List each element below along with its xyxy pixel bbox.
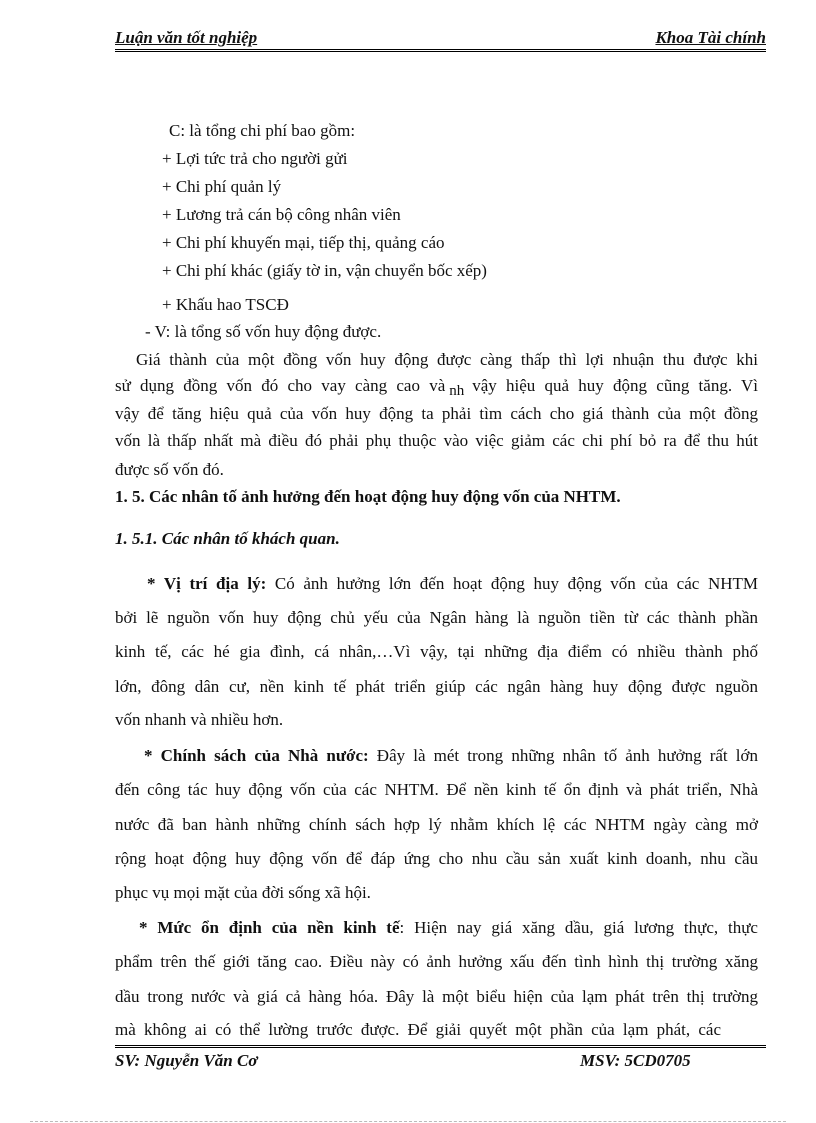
para1-line: vậy để tăng hiệu quả của vốn huy động ta phải tìm cách cho giá thành của một đồng [115, 404, 758, 423]
page-bottom-divider [30, 1121, 786, 1122]
page-footer [115, 1045, 766, 1075]
policy-line: * Chính sách của Nhà nước: Đây là mét trong những nhân tố ảnh hưởng rất lớn [144, 746, 758, 765]
location-line: bởi lẽ nguồn vốn huy động chủ yếu của Ngân hàng là nguồn tiền từ các thành phần [115, 608, 758, 627]
policy-line: rộng hoạt động huy động vốn để đáp ứng cho nhu cầu sản xuất kinh doanh, nhu cầu [115, 849, 758, 868]
location-line: kinh tế, các hé gia đình, cá nhân,…Vì vậy, tại những địa điểm có nhiều thành phố [115, 642, 758, 661]
footer-rule [115, 1045, 766, 1048]
cost-item: + Chi phí khuyến mại, tiếp thị, quảng cáo [162, 233, 445, 252]
para1-line: sử dụng đồng vốn đó cho vay càng cao và nh vậy hiệu quả huy động cũng tăng. Vì [115, 376, 758, 399]
policy-line: phục vụ mọi mặt của đời sống xã hội. [115, 883, 371, 902]
policy-line: nước đã ban hành những chính sách hợp lý nhằm khích lệ các NHTM ngày càng mở [115, 815, 758, 834]
para1-line: được số vốn đó. [115, 460, 224, 479]
stability-label: * Mức ổn định của nền kinh tế [139, 918, 400, 937]
policy-line: đến công tác huy động vốn của các NHTM. Để nền kinh tế ổn định và phát triển, Nhà [115, 780, 758, 799]
para1-line: vốn là thấp nhất mà điều đó phải phụ thuộc vào việc giảm các chi phí bỏ ra để thu hút [115, 431, 758, 450]
section-heading: 1. 5. Các nhân tố ảnh hưởng đến hoạt động huy động vốn của NHTM. [115, 487, 621, 506]
location-line: * Vị trí địa lý: Có ảnh hưởng lớn đến hoạt động huy động vốn của các NHTM [147, 574, 759, 593]
cost-item: + Lợi tức trả cho người gửi [162, 149, 348, 168]
cost-intro: C: là tổng chi phí bao gồm: [169, 121, 356, 140]
location-line: vốn nhanh và nhiều hơn. [115, 710, 284, 729]
stability-line: * Mức ổn định của nền kinh tế: Hiện nay giá xăng dầu, giá lương thực, thực [139, 918, 758, 937]
cost-item: + Khấu hao TSCĐ [162, 295, 289, 314]
location-label: * Vị trí địa lý: [147, 574, 267, 593]
stability-line: dầu trong nước và giá cả hàng hóa. Đây là một biểu hiện của lạm phát trên thị trường [115, 987, 758, 1006]
para1-line: Giá thành của một đồng vốn huy động được càng thấp thì lợi nhuận thu được khi [136, 350, 758, 369]
header-thesis-title: Luận văn tốt nghiệp [115, 28, 258, 47]
cost-item: + Chi phí khác (giấy tờ in, vận chuyển bốc xếp) [162, 261, 487, 280]
subsection-heading: 1. 5.1. Các nhân tố khách quan. [115, 529, 340, 548]
location-line: lớn, đông dân cư, nền kinh tế phát triển giúp các ngân hàng huy động được nguồn [115, 677, 758, 696]
cost-item: + Lương trả cán bộ công nhân viên [162, 205, 401, 224]
footer-student-id: MSV: 5CD0705 [580, 1051, 691, 1070]
footer-student-name: SV: Nguyễn Văn Cơ [115, 1051, 258, 1070]
stability-line: phẩm trên thế giới tăng cao. Điều này có ảnh hưởng xấu đến tình hình thị trường xăng [115, 952, 758, 971]
header-rule [115, 49, 766, 52]
header-faculty: Khoa Tài chính [655, 28, 766, 47]
stability-line: mà không ai có thể lường trước được. Để giải quyết một phần của lạm phát, các [115, 1020, 721, 1039]
page-header [115, 28, 766, 50]
v-definition: - V: là tổng số vốn huy động được. [145, 322, 382, 341]
policy-label: * Chính sách của Nhà nước: [144, 746, 369, 765]
cost-item: + Chi phí quản lý [162, 177, 282, 196]
